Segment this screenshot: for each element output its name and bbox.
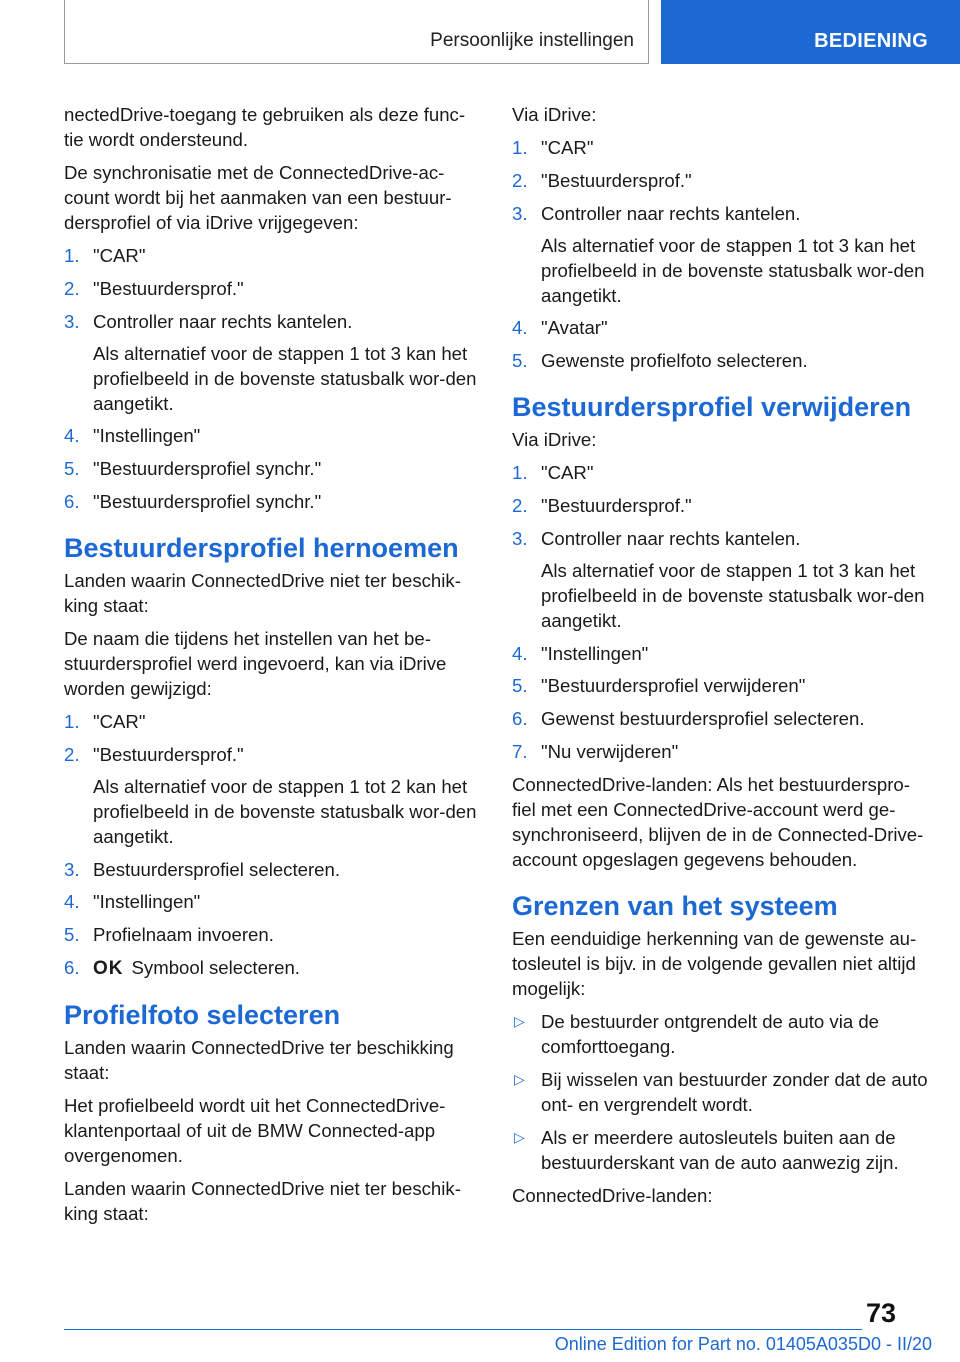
step-number: 3. bbox=[64, 858, 80, 880]
step-text: "Bestuurdersprof." bbox=[541, 169, 692, 191]
footer-edition-text: Online Edition for Part no. 01405A035D0 - II/20 bbox=[554, 1334, 932, 1354]
step-number: 4. bbox=[64, 425, 80, 447]
list-item bbox=[64, 243, 482, 268]
bullet-text: De bestuurder ontgrendelt de auto via de comforttoegang. bbox=[541, 1010, 880, 1057]
step-text: Profielnaam invoeren. bbox=[93, 924, 274, 946]
step-number: 2. bbox=[64, 743, 80, 765]
step-number: 1. bbox=[64, 245, 80, 266]
step-number: 2. bbox=[512, 169, 528, 191]
step-text: "CAR" bbox=[93, 245, 146, 266]
steps-list-sync bbox=[64, 243, 482, 514]
paragraph: Een eenduidige herkenning van de gewenste au-tosleutel is bijv. in de volgende gevallen niet altijd mogelijk: bbox=[512, 927, 917, 999]
list-item bbox=[512, 1125, 930, 1175]
ok-symbol-icon: OK bbox=[93, 957, 124, 979]
footer-divider bbox=[64, 1329, 862, 1330]
paragraph: Landen waarin ConnectedDrive ter beschikking staat: bbox=[64, 1036, 454, 1083]
list-item bbox=[512, 315, 930, 340]
paragraph: Landen waarin ConnectedDrive niet ter beschik-king staat: bbox=[64, 569, 461, 616]
paragraph: nectedDrive-toegang te gebruiken als deze func-tie wordt ondersteund. bbox=[64, 104, 466, 150]
step-number: 1. bbox=[512, 462, 528, 484]
bullet-list-limits bbox=[512, 1009, 930, 1175]
step-text: "Bestuurdersprofiel synchr." bbox=[93, 490, 322, 512]
bullet-text: Bij wisselen van bestuurder zonder dat de auto ont- en vergrendelt wordt. bbox=[541, 1068, 928, 1115]
paragraph: De synchronisatie met de ConnectedDrive-ac-count wordt bij het aanmaken van een bestuur-dersprofiel of via iDrive vrijgegeven: bbox=[64, 162, 452, 233]
step-number: 6. bbox=[64, 490, 80, 512]
list-item bbox=[64, 922, 482, 947]
header-chapter-tab bbox=[661, 0, 960, 64]
step-number: 6. bbox=[64, 956, 80, 978]
page-number: 73 bbox=[865, 1298, 896, 1328]
triangle-bullet-icon: ▷ bbox=[514, 1012, 525, 1029]
header-section-title: Persoonlijke instellingen bbox=[430, 30, 634, 51]
list-item bbox=[64, 709, 482, 734]
step-number: 5. bbox=[64, 924, 80, 946]
step-number: 4. bbox=[64, 891, 80, 913]
paragraph: Via iDrive: bbox=[512, 104, 597, 125]
step-text: "Instellingen" bbox=[93, 891, 201, 913]
list-item bbox=[64, 489, 482, 514]
step-text: Gewenste profielfoto selecteren. bbox=[541, 350, 808, 372]
list-item bbox=[64, 423, 482, 448]
list-item bbox=[512, 135, 930, 160]
step-number: 3. bbox=[512, 202, 528, 224]
step-text: "Instellingen" bbox=[541, 642, 649, 664]
list-item bbox=[64, 955, 482, 981]
list-item bbox=[512, 673, 930, 698]
list-item bbox=[512, 201, 930, 308]
step-number: 2. bbox=[512, 494, 528, 516]
step-text: Gewenst bestuurdersprofiel selecteren. bbox=[541, 708, 865, 730]
heading-profile-photo: Profielfoto selecteren bbox=[64, 999, 341, 1030]
heading-system-limits: Grenzen van het systeem bbox=[512, 890, 838, 921]
list-item bbox=[64, 889, 482, 914]
list-item bbox=[512, 168, 930, 193]
step-text: "Bestuurdersprofiel synchr." bbox=[93, 458, 322, 480]
list-item bbox=[512, 348, 930, 373]
paragraph: De naam die tijdens het instellen van het be-stuurdersprofiel werd ingevoerd, kan via iDrive worden gewijzigd: bbox=[64, 627, 447, 699]
steps-list-photo bbox=[512, 135, 930, 373]
step-text: "Bestuurdersprof." bbox=[541, 494, 692, 516]
list-item bbox=[512, 641, 930, 666]
paragraph: Via iDrive: bbox=[512, 429, 597, 451]
list-item bbox=[64, 456, 482, 481]
step-number: 1. bbox=[64, 710, 80, 732]
step-note: Als alternatief voor de stappen 1 tot 2 kan het profielbeeld in de bovenste statusbalk wor-den aangetikt. bbox=[93, 775, 477, 847]
left-column bbox=[64, 102, 482, 1234]
header-section-box bbox=[64, 0, 649, 64]
list-item bbox=[64, 857, 482, 882]
step-number: 5. bbox=[512, 350, 528, 372]
paragraph: ConnectedDrive-landen: bbox=[512, 1184, 713, 1206]
step-text: "Bestuurdersprofiel verwijderen" bbox=[541, 675, 806, 697]
paragraph: Landen waarin ConnectedDrive niet ter beschik-king staat: bbox=[64, 1177, 461, 1224]
list-item bbox=[512, 739, 930, 764]
bullet-text: Als er meerdere autosleutels buiten aan de bestuurderskant van de auto aanwezig zijn. bbox=[541, 1126, 899, 1173]
step-number: 5. bbox=[64, 458, 80, 480]
triangle-bullet-icon: ▷ bbox=[514, 1128, 525, 1145]
step-number: 3. bbox=[512, 527, 528, 549]
step-text: "CAR" bbox=[541, 137, 594, 158]
step-text: Bestuurdersprofiel selecteren. bbox=[93, 858, 341, 880]
step-number: 4. bbox=[512, 317, 528, 339]
step-number: 5. bbox=[512, 675, 528, 697]
step-number: 3. bbox=[64, 310, 80, 332]
step-number: 7. bbox=[512, 740, 528, 762]
triangle-bullet-icon: ▷ bbox=[514, 1070, 525, 1087]
step-text: "Avatar" bbox=[541, 317, 608, 339]
step-number: 2. bbox=[64, 277, 80, 299]
step-text: "CAR" bbox=[541, 462, 594, 484]
step-number: 4. bbox=[512, 642, 528, 664]
step-text: "Instellingen" bbox=[93, 425, 201, 447]
step-text: Controller naar rechts kantelen. bbox=[541, 527, 801, 549]
step-text: "Bestuurdersprof." bbox=[93, 743, 244, 765]
list-item bbox=[64, 276, 482, 301]
steps-list-rename bbox=[64, 709, 482, 981]
list-item bbox=[512, 460, 930, 485]
step-text: Symbool selecteren. bbox=[131, 956, 300, 978]
step-number: 1. bbox=[512, 137, 528, 158]
step-note: Als alternatief voor de stappen 1 tot 3 kan het profielbeeld in de bovenste statusbalk wor-den aangetikt. bbox=[541, 559, 925, 631]
list-item bbox=[512, 1067, 930, 1117]
header-chapter-title: BEDIENING bbox=[814, 30, 928, 52]
list-item bbox=[512, 706, 930, 731]
paragraph: Het profielbeeld wordt uit het ConnectedDrive-klantenportaal of uit de BMW Connected-app overgenomen. bbox=[64, 1094, 446, 1166]
heading-rename-profile: Bestuurdersprofiel hernoemen bbox=[64, 532, 459, 563]
step-note: Als alternatief voor de stappen 1 tot 3 kan het profielbeeld in de bovenste statusbalk wor-den aangetikt. bbox=[541, 234, 925, 306]
step-text: Controller naar rechts kantelen. bbox=[93, 310, 353, 332]
step-text: "Bestuurdersprof." bbox=[93, 277, 244, 299]
list-item bbox=[512, 493, 930, 518]
step-number: 6. bbox=[512, 708, 528, 730]
step-text: "Nu verwijderen" bbox=[541, 740, 679, 762]
step-note: Als alternatief voor de stappen 1 tot 3 kan het profielbeeld in de bovenste statusbalk wor-den aangetikt. bbox=[93, 342, 477, 414]
right-column bbox=[512, 102, 930, 1216]
step-text: Controller naar rechts kantelen. bbox=[541, 202, 801, 224]
list-item bbox=[512, 1009, 930, 1059]
list-item bbox=[64, 309, 482, 416]
heading-delete-profile: Bestuurdersprofiel verwijderen bbox=[512, 392, 912, 423]
list-item bbox=[64, 742, 482, 849]
step-text: "CAR" bbox=[93, 710, 146, 732]
steps-list-delete bbox=[512, 460, 930, 764]
paragraph: ConnectedDrive-landen: Als het bestuurderspro-fiel met een ConnectedDrive-account werd ge-synchroniseerd, blijven de in de Connected-Drive-account opgeslagen gegevens behouden. bbox=[512, 773, 924, 870]
list-item bbox=[512, 526, 930, 633]
